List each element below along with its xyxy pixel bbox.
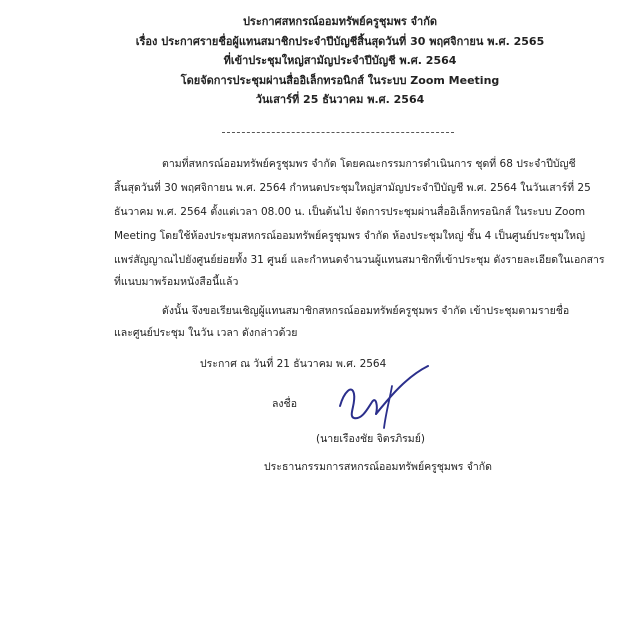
header-divider — [222, 132, 454, 133]
body-para1-line-2: สิ้นสุดวันที่ 30 พฤศจิกายน พ.ศ. 2564 กำหนดประชุมใหญ่สามัญประจำปีบัญชี พ.ศ. 2564 ในวันเสาร์ที่ 25 — [114, 182, 591, 194]
announcement-date: ประกาศ ณ วันที่ 21 ธันวาคม พ.ศ. 2564 — [200, 358, 387, 370]
header-date-line: วันเสาร์ที่ 25 ธันวาคม พ.ศ. 2564 — [255, 93, 425, 106]
header-title: ประกาศสหกรณ์ออมทรัพย์ครูชุมพร จำกัด — [242, 15, 438, 28]
body-para1-line-5: แพร่สัญญาณไปยังศูนย์ย่อยทั้ง 31 ศูนย์ และกำหนดจำนวนผู้แทนสมาชิกที่เข้าประชุม ดังรายละเอียดในเอกสาร — [114, 254, 605, 266]
body-para2-line-2: และศูนย์ประชุม ในวัน เวลา ดังกล่าวด้วย — [114, 327, 298, 339]
header-method-line: โดยจัดการประชุมผ่านสื่ออิเล็กทรอนิกส์ ในระบบ Zoom Meeting — [180, 73, 500, 87]
body-para1-line-6: ที่แนบมาพร้อมหนังสือนี้แล้ว — [114, 276, 239, 288]
handwritten-signature — [330, 362, 440, 436]
header-meeting-line: ที่เข้าประชุมใหญ่สามัญประจำปีบัญชี พ.ศ. 2564 — [223, 54, 457, 67]
body-para2-line-1: ดังนั้น จึงขอเรียนเชิญผู้แทนสมาชิกสหกรณ์ออมทรัพย์ครูชุมพร จำกัด เข้าประชุมตามรายชื่อ — [162, 305, 570, 317]
signer-position: ประธานกรรมการสหกรณ์ออมทรัพย์ครูชุมพร จำกัด — [264, 461, 492, 473]
header-subject: เรื่อง ประกาศรายชื่อผู้แทนสมาชิกประจำปีบัญชีสิ้นสุดวันที่ 30 พฤศจิกายน พ.ศ. 2565 — [135, 34, 545, 48]
signature-label: ลงชื่อ — [272, 398, 297, 410]
body-para1-line-3: ธันวาคม พ.ศ. 2564 ตั้งแต่เวลา 08.00 น. เป็นต้นไป จัดการประชุมผ่านสื่ออิเล็กทรอนิกส์ ในระบบ Zoom — [114, 206, 586, 218]
body-para1-line-4: Meeting โดยใช้ห้องประชุมสหกรณ์ออมทรัพย์ครูชุมพร จำกัด ห้องประชุมใหญ่ ชั้น 4 เป็นศูนย์ประชุมใหญ่ — [114, 230, 586, 242]
body-para1-line-1: ตามที่สหกรณ์ออมทรัพย์ครูชุมพร จำกัด โดยคณะกรรมการดำเนินการ ชุดที่ 68 ประจำปีบัญชี — [162, 158, 576, 170]
document-header — [120, 12, 560, 110]
signer-name: (นายเรืองชัย จิตรภิรมย์) — [316, 433, 425, 445]
